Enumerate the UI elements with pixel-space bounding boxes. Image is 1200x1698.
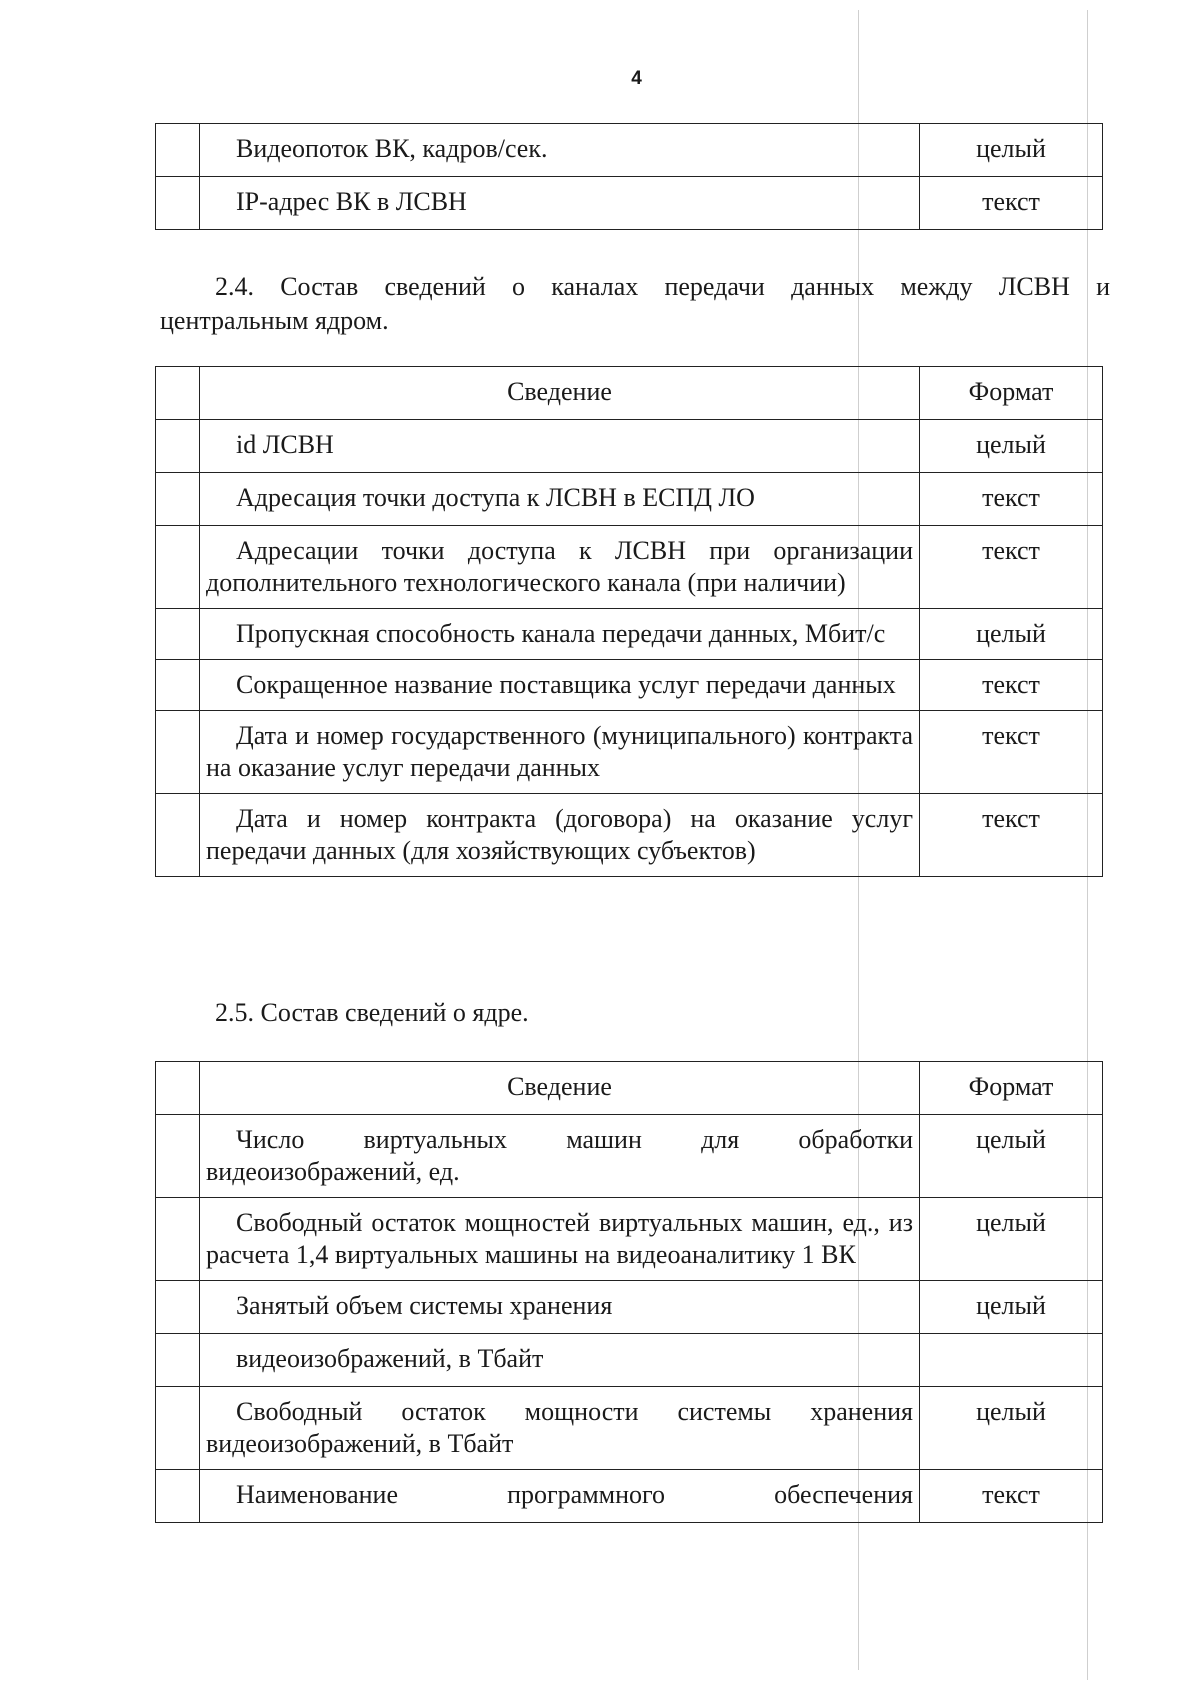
table-header-row	[156, 367, 1103, 420]
table-row	[156, 526, 1103, 609]
section-2-5-heading: 2.5. Состав сведений о ядре.	[215, 998, 529, 1027]
column-header-info: Сведение	[200, 367, 920, 420]
info-cell: Число виртуальных машин для обработки видеоизображений, ед.	[200, 1115, 920, 1198]
row-number-cell	[156, 420, 200, 473]
table-row	[156, 124, 1103, 177]
row-number-cell	[156, 1198, 200, 1281]
info-cell: видеоизображений, в Тбайт	[200, 1334, 920, 1387]
info-cell: Наименование программного обеспечения	[200, 1470, 920, 1523]
table-row	[156, 1198, 1103, 1281]
format-cell: текст	[920, 526, 1103, 609]
table-row	[156, 660, 1103, 711]
info-cell: Дата и номер государственного (муниципального) контракта на оказание услуг передачи данных	[200, 711, 920, 794]
table-header-row	[156, 1062, 1103, 1115]
section-heading-line: 2.4. Состав сведений о каналах передачи данных между ЛСВН и	[215, 272, 1110, 301]
table-row	[156, 1387, 1103, 1470]
table-row	[156, 609, 1103, 660]
info-cell: IP-адрес ВК в ЛСВН	[200, 177, 920, 230]
format-cell	[920, 1334, 1103, 1387]
info-cell: Свободный остаток мощности системы хранения видеоизображений, в Тбайт	[200, 1387, 920, 1470]
row-number-cell	[156, 1115, 200, 1198]
format-cell: текст	[920, 794, 1103, 877]
column-header-format: Формат	[920, 367, 1103, 420]
row-number-cell	[156, 711, 200, 794]
info-cell: Видеопоток ВК, кадров/сек.	[200, 124, 920, 177]
format-cell: целый	[920, 1198, 1103, 1281]
table-core	[155, 1061, 1103, 1523]
page-number: 4	[631, 68, 642, 89]
row-number-cell	[156, 1470, 200, 1523]
column-header-info: Сведение	[200, 1062, 920, 1115]
info-cell: Сокращенное название поставщика услуг передачи данных	[200, 660, 920, 711]
info-cell: id ЛСВН	[200, 420, 920, 473]
section-heading-line: центральным ядром.	[160, 306, 389, 335]
row-number-cell	[156, 609, 200, 660]
info-cell: Адресация точки доступа к ЛСВН в ЕСПД ЛО	[200, 473, 920, 526]
info-cell: Дата и номер контракта (договора) на оказание услуг передачи данных (для хозяйствующих субъектов)	[200, 794, 920, 877]
info-cell: Адресации точки доступа к ЛСВН при организации дополнительного технологического канала (при наличии)	[200, 526, 920, 609]
format-cell: целый	[920, 609, 1103, 660]
row-number-cell	[156, 1281, 200, 1334]
table-row	[156, 711, 1103, 794]
row-number-cell	[156, 660, 200, 711]
format-cell: целый	[920, 1387, 1103, 1470]
row-number-cell	[156, 526, 200, 609]
table-row	[156, 177, 1103, 230]
info-cell: Занятый объем системы хранения	[200, 1281, 920, 1334]
format-cell: текст	[920, 660, 1103, 711]
table-row	[156, 1334, 1103, 1387]
section-2-4-heading	[160, 270, 1110, 338]
info-cell: Пропускная способность канала передачи данных, Мбит/с	[200, 609, 920, 660]
row-number-cell	[156, 1334, 200, 1387]
format-cell: текст	[920, 177, 1103, 230]
row-number-cell	[156, 1387, 200, 1470]
table-row	[156, 1281, 1103, 1334]
row-number-cell	[156, 177, 200, 230]
table-row	[156, 1115, 1103, 1198]
format-cell: целый	[920, 124, 1103, 177]
table-channels	[155, 366, 1103, 877]
format-cell: текст	[920, 473, 1103, 526]
table-top-continuation	[155, 123, 1103, 230]
format-cell: целый	[920, 420, 1103, 473]
table-row	[156, 794, 1103, 877]
row-number-cell	[156, 473, 200, 526]
format-cell: текст	[920, 711, 1103, 794]
format-cell: целый	[920, 1115, 1103, 1198]
info-cell: Свободный остаток мощностей виртуальных машин, ед., из расчета 1,4 виртуальных машины на видеоаналитику 1 ВК	[200, 1198, 920, 1281]
table-row	[156, 473, 1103, 526]
row-number-cell	[156, 124, 200, 177]
row-number-cell	[156, 367, 200, 420]
format-cell: текст	[920, 1470, 1103, 1523]
row-number-cell	[156, 794, 200, 877]
table-row	[156, 420, 1103, 473]
table-row	[156, 1470, 1103, 1523]
column-header-format: Формат	[920, 1062, 1103, 1115]
row-number-cell	[156, 1062, 200, 1115]
format-cell: целый	[920, 1281, 1103, 1334]
